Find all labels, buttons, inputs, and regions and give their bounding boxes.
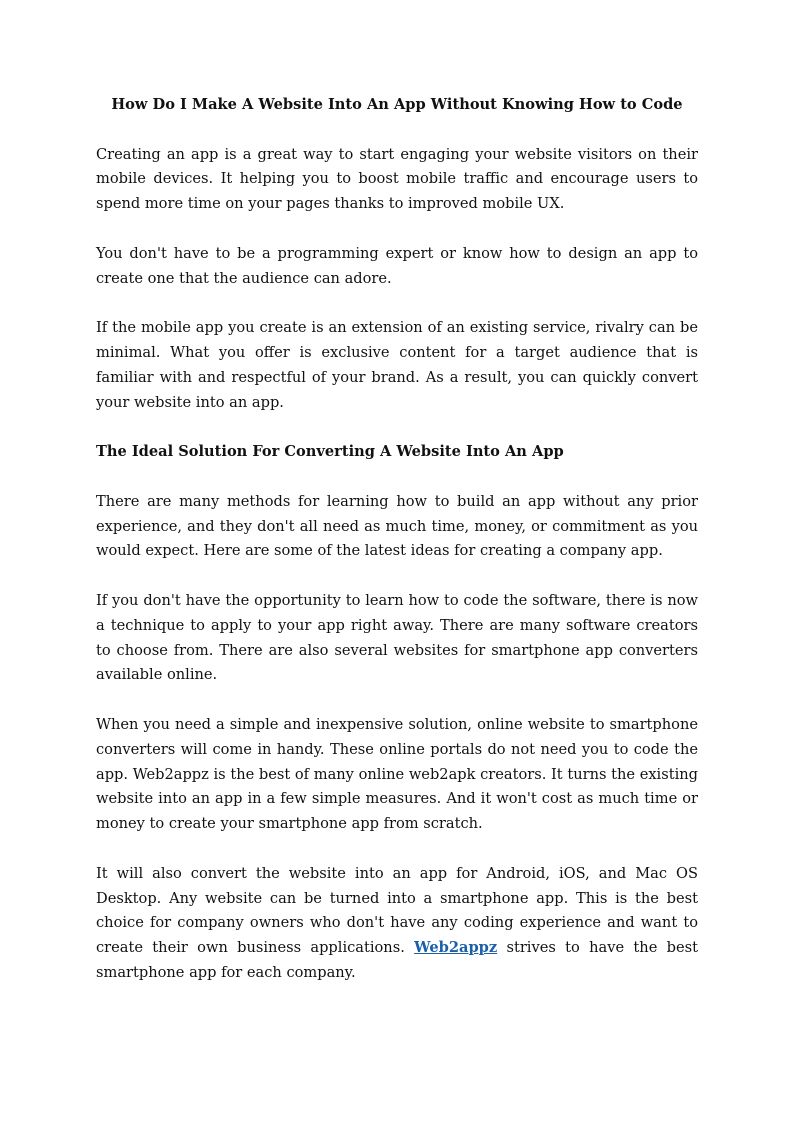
conclusion-text-after-link: strives to have the best smartphone app for each company.: [96, 939, 698, 981]
paragraph-intro: Creating an app is a great way to start engaging your website visitors on their mobile devices. It helping you to boost mobile traffic and encourage users to spend more time on your pages thanks to improved mobile UX.: [96, 145, 698, 213]
paragraph-extension: If the mobile app you create is an extension of an existing service, rivalry can be minimal. What you offer is exclusive content for a target audience that is familiar with and respectful of your brand. As a result, you can quickly convert your website into an app.: [96, 319, 698, 411]
paragraph-converters: When you need a simple and inexpensive solution, online website to smartphone converters will come in handy. These online portals do not need you to code the app. Web2appz is the best of many online web2apk creators. It turns the existing website into an app in a few simple measures. And it won't cost as much time or money to create your smartphone app from scratch.: [96, 715, 698, 833]
conclusion-text-before-link: It will also convert the website into an app for Android, iOS, and Mac OS Desktop. Any website can be turned into a smartphone app. This is the best choice for company owners who don't have any coding experience and want to create their own business applications.: [96, 864, 698, 957]
paragraph-methods: There are many methods for learning how to build an app without any prior experience, and they don't all need as much time, money, or commitment as you would expect. Here are some of the latest ideas for creating a company app.: [96, 492, 698, 560]
web2appz-link[interactable]: Web2appz: [414, 939, 498, 957]
paragraph-no-expert: You don't have to be a programming expert or know how to design an app to create one that the audience can adore.: [96, 244, 698, 287]
paragraph-opportunity: If you don't have the opportunity to learn how to code the software, there is now a technique to apply to your app right away. There are many software creators to choose from. There are also several websites for smartphone app converters available online.: [96, 591, 698, 684]
paragraph-conclusion: [96, 862, 698, 986]
section-heading: The Ideal Solution For Converting A Website Into An App: [96, 443, 564, 461]
document-page: [96, 93, 698, 1010]
document-title: How Do I Make A Website Into An App Without Knowing How to Code: [111, 96, 683, 113]
